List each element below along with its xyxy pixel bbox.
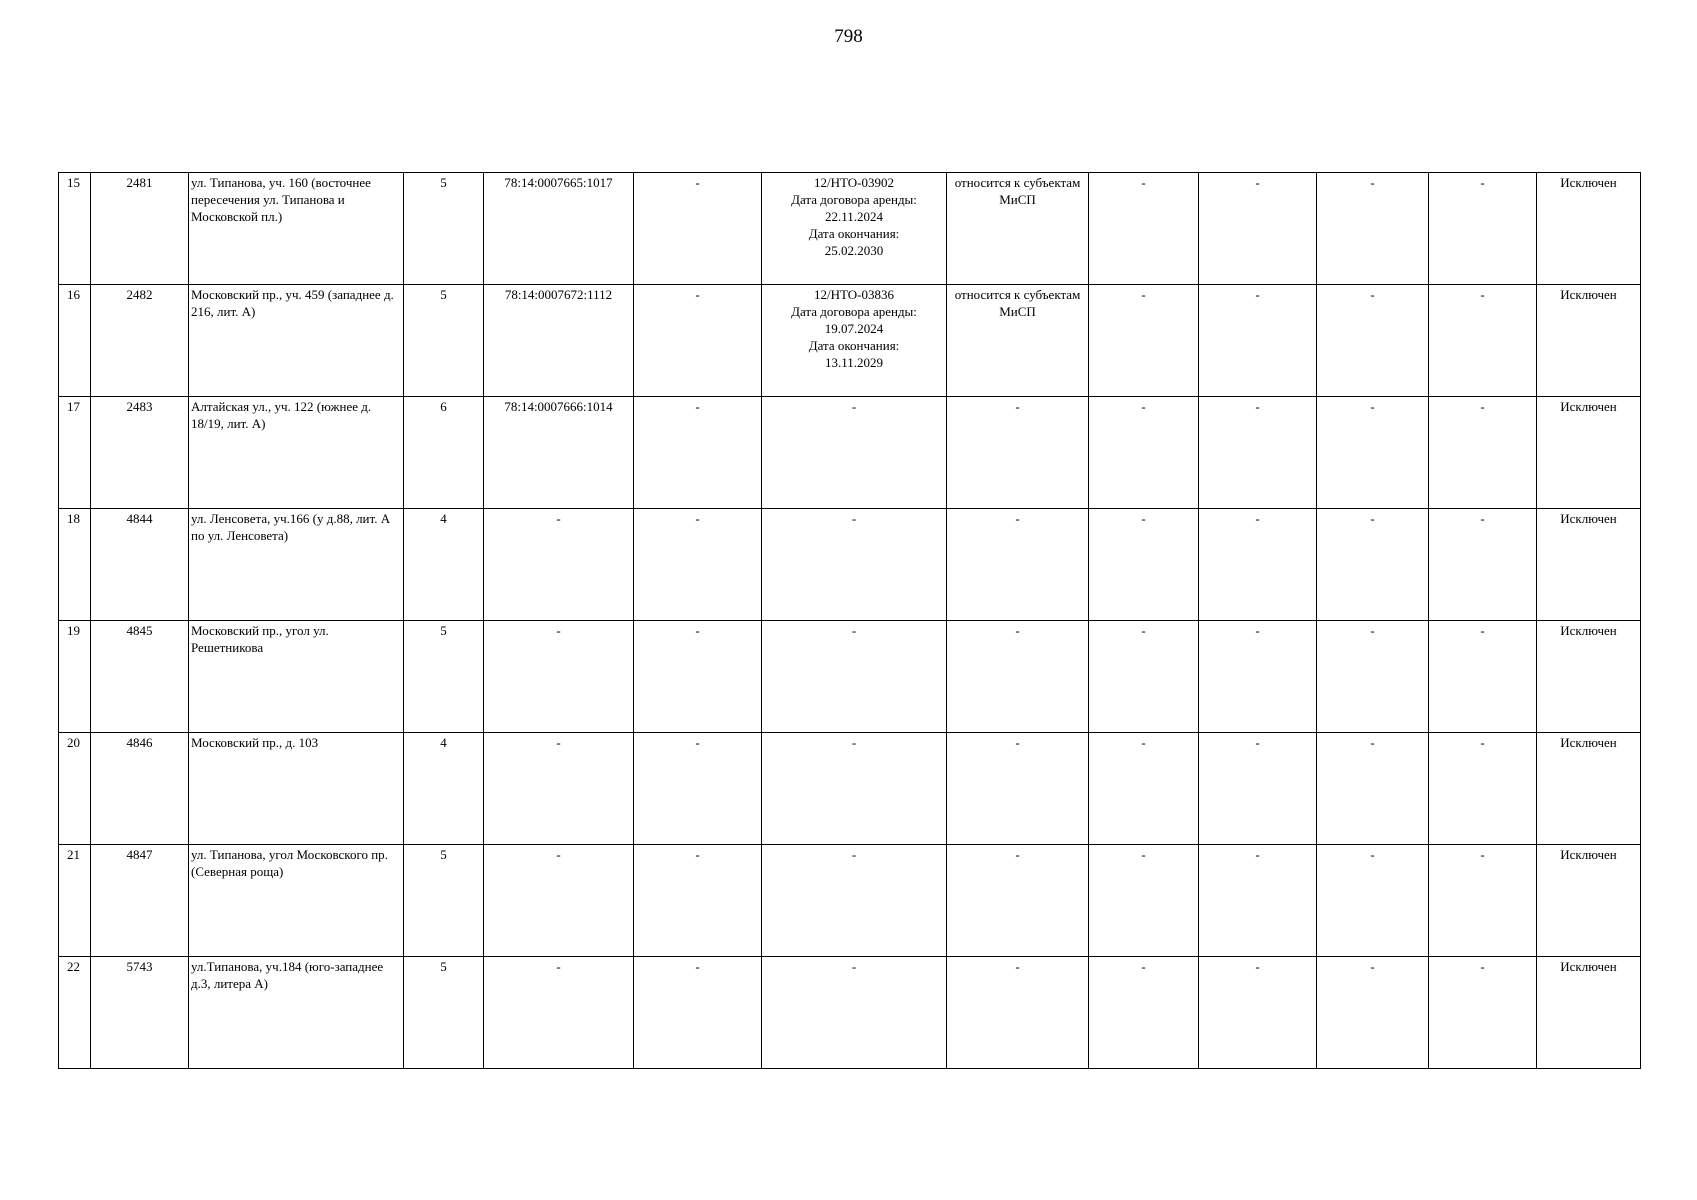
lease-line: - xyxy=(851,623,857,638)
column-12-cell: - xyxy=(1429,845,1537,957)
column-11-cell: - xyxy=(1317,733,1429,845)
msp-status-cell: - xyxy=(947,957,1089,1069)
object-type-cell: 5 xyxy=(404,285,484,397)
column-10-cell: - xyxy=(1199,173,1317,285)
status-cell: Исключен xyxy=(1537,733,1641,845)
column-10-cell: - xyxy=(1199,957,1317,1069)
page-number: 798 xyxy=(834,26,863,47)
lease-line: - xyxy=(851,735,857,750)
object-id-cell: 2482 xyxy=(91,285,189,397)
address-cell: Московский пр., угол ул. Решетникова xyxy=(189,621,404,733)
column-11-cell: - xyxy=(1317,845,1429,957)
status-cell: Исключен xyxy=(1537,845,1641,957)
lease-contract-cell xyxy=(762,733,947,845)
lease-contract-cell xyxy=(762,173,947,285)
cadastral-number-cell: - xyxy=(484,957,634,1069)
column-9-cell: - xyxy=(1089,173,1199,285)
column-9-cell: - xyxy=(1089,397,1199,509)
lease-line: Дата договора аренды: xyxy=(791,304,917,319)
table-body xyxy=(59,173,1641,1069)
object-id-cell: 5743 xyxy=(91,957,189,1069)
row-number-cell: 22 xyxy=(59,957,91,1069)
row-number-cell: 20 xyxy=(59,733,91,845)
object-type-cell: 5 xyxy=(404,845,484,957)
lease-line: 13.11.2029 xyxy=(824,355,884,370)
column-10-cell: - xyxy=(1199,285,1317,397)
address-cell: ул. Типанова, угол Московского пр. (Северная роща) xyxy=(189,845,404,957)
column-12-cell: - xyxy=(1429,621,1537,733)
lease-line: 12/НТО-03836 xyxy=(814,287,894,302)
column-6-cell: - xyxy=(634,957,762,1069)
lease-line: - xyxy=(851,511,857,526)
msp-status-cell: - xyxy=(947,509,1089,621)
lease-line: - xyxy=(851,847,857,862)
lease-contract-cell xyxy=(762,621,947,733)
lease-contract-cell xyxy=(762,845,947,957)
column-6-cell: - xyxy=(634,733,762,845)
address-cell: ул. Типанова, уч. 160 (восточнее пересечения ул. Типанова и Московской пл.) xyxy=(189,173,404,285)
lease-line: Дата договора аренды: xyxy=(791,192,917,207)
lease-line: 22.11.2024 xyxy=(824,209,884,224)
column-10-cell: - xyxy=(1199,733,1317,845)
msp-status-cell: относится к субъектам МиСП xyxy=(947,285,1089,397)
row-number-cell: 18 xyxy=(59,509,91,621)
msp-status-cell: - xyxy=(947,733,1089,845)
status-cell: Исключен xyxy=(1537,957,1641,1069)
lease-line: 25.02.2030 xyxy=(824,243,884,258)
column-6-cell: - xyxy=(634,845,762,957)
lease-contract-cell xyxy=(762,509,947,621)
table-row xyxy=(59,509,1641,621)
table-row xyxy=(59,621,1641,733)
object-type-cell: 4 xyxy=(404,509,484,621)
column-10-cell: - xyxy=(1199,509,1317,621)
column-12-cell: - xyxy=(1429,285,1537,397)
column-12-cell: - xyxy=(1429,733,1537,845)
lease-contract-cell xyxy=(762,397,947,509)
cadastral-number-cell: - xyxy=(484,845,634,957)
address-cell: ул.Типанова, уч.184 (юго-западнее д.3, литера А) xyxy=(189,957,404,1069)
column-6-cell: - xyxy=(634,621,762,733)
lease-line: Дата окончания: xyxy=(808,226,900,241)
registry-table xyxy=(58,172,1641,1069)
status-cell: Исключен xyxy=(1537,173,1641,285)
column-9-cell: - xyxy=(1089,845,1199,957)
lease-line: 19.07.2024 xyxy=(824,321,884,336)
column-6-cell: - xyxy=(634,397,762,509)
object-id-cell: 2483 xyxy=(91,397,189,509)
column-9-cell: - xyxy=(1089,733,1199,845)
lease-line: Дата окончания: xyxy=(808,338,900,353)
msp-status-cell: - xyxy=(947,397,1089,509)
cadastral-number-cell: - xyxy=(484,621,634,733)
object-id-cell: 2481 xyxy=(91,173,189,285)
cadastral-number-cell: 78:14:0007666:1014 xyxy=(484,397,634,509)
column-11-cell: - xyxy=(1317,621,1429,733)
cadastral-number-cell: - xyxy=(484,509,634,621)
msp-status-cell: - xyxy=(947,845,1089,957)
table-row xyxy=(59,733,1641,845)
table-row xyxy=(59,397,1641,509)
column-12-cell: - xyxy=(1429,957,1537,1069)
address-cell: Московский пр., д. 103 xyxy=(189,733,404,845)
lease-line: - xyxy=(851,399,857,414)
lease-line: 12/НТО-03902 xyxy=(814,175,894,190)
column-6-cell: - xyxy=(634,509,762,621)
lease-contract-cell xyxy=(762,285,947,397)
column-11-cell: - xyxy=(1317,509,1429,621)
status-cell: Исключен xyxy=(1537,285,1641,397)
column-9-cell: - xyxy=(1089,957,1199,1069)
object-id-cell: 4845 xyxy=(91,621,189,733)
table-row xyxy=(59,957,1641,1069)
column-12-cell: - xyxy=(1429,173,1537,285)
column-12-cell: - xyxy=(1429,397,1537,509)
column-9-cell: - xyxy=(1089,285,1199,397)
lease-contract-cell xyxy=(762,957,947,1069)
msp-status-cell: - xyxy=(947,621,1089,733)
cadastral-number-cell: - xyxy=(484,733,634,845)
object-id-cell: 4847 xyxy=(91,845,189,957)
table-row xyxy=(59,285,1641,397)
object-id-cell: 4844 xyxy=(91,509,189,621)
column-11-cell: - xyxy=(1317,285,1429,397)
column-9-cell: - xyxy=(1089,509,1199,621)
address-cell: Алтайская ул., уч. 122 (южнее д. 18/19, лит. А) xyxy=(189,397,404,509)
column-11-cell: - xyxy=(1317,397,1429,509)
column-6-cell: - xyxy=(634,285,762,397)
column-6-cell: - xyxy=(634,173,762,285)
row-number-cell: 15 xyxy=(59,173,91,285)
address-cell: ул. Ленсовета, уч.166 (у д.88, лит. А по ул. Ленсовета) xyxy=(189,509,404,621)
column-9-cell: - xyxy=(1089,621,1199,733)
column-10-cell: - xyxy=(1199,621,1317,733)
column-10-cell: - xyxy=(1199,845,1317,957)
status-cell: Исключен xyxy=(1537,509,1641,621)
object-type-cell: 5 xyxy=(404,173,484,285)
cadastral-number-cell: 78:14:0007665:1017 xyxy=(484,173,634,285)
row-number-cell: 17 xyxy=(59,397,91,509)
object-id-cell: 4846 xyxy=(91,733,189,845)
table-row xyxy=(59,845,1641,957)
lease-line: - xyxy=(851,959,857,974)
row-number-cell: 21 xyxy=(59,845,91,957)
row-number-cell: 19 xyxy=(59,621,91,733)
object-type-cell: 4 xyxy=(404,733,484,845)
object-type-cell: 5 xyxy=(404,621,484,733)
object-type-cell: 6 xyxy=(404,397,484,509)
status-cell: Исключен xyxy=(1537,397,1641,509)
address-cell: Московский пр., уч. 459 (западнее д. 216, лит. А) xyxy=(189,285,404,397)
column-11-cell: - xyxy=(1317,173,1429,285)
object-type-cell: 5 xyxy=(404,957,484,1069)
column-10-cell: - xyxy=(1199,397,1317,509)
row-number-cell: 16 xyxy=(59,285,91,397)
column-11-cell: - xyxy=(1317,957,1429,1069)
table-row xyxy=(59,173,1641,285)
status-cell: Исключен xyxy=(1537,621,1641,733)
column-12-cell: - xyxy=(1429,509,1537,621)
cadastral-number-cell: 78:14:0007672:1112 xyxy=(484,285,634,397)
msp-status-cell: относится к субъектам МиСП xyxy=(947,173,1089,285)
